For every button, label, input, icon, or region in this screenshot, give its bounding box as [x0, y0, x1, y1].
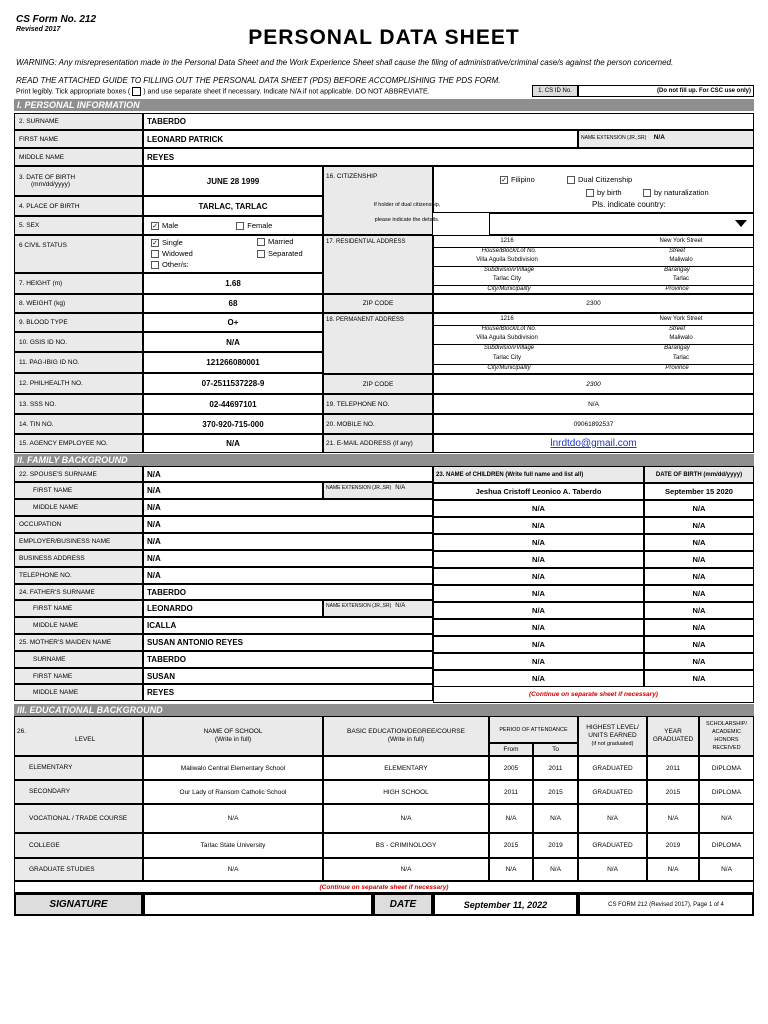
date-label: DATE	[373, 893, 433, 916]
edu-highest-header-text: HIGHEST LEVEL/ UNITS EARNED	[586, 724, 639, 739]
father-first-name-label: FIRST NAME	[14, 600, 143, 617]
res-sub-brgy: Barangay	[664, 267, 690, 273]
perm-barangay: Maliwalo	[669, 335, 693, 341]
edu-school-header-sub: (Write in full)	[214, 736, 252, 743]
perm-house: 1216	[500, 316, 514, 322]
edu-honors[interactable]: N/A	[699, 804, 754, 833]
separated-option	[257, 249, 303, 258]
spouse-telephone-label: TELEPHONE NO.	[14, 567, 143, 584]
child-dob[interactable]: N/A	[644, 585, 754, 602]
father-middle-name-label: MIDDLE NAME	[14, 617, 143, 634]
perm-sub-row-2	[434, 344, 754, 351]
residential-address-field[interactable]	[433, 235, 754, 294]
name-extension-label: NAME EXTENSION (JR.,SR)	[326, 603, 392, 609]
edu-level: COLLEGE	[14, 833, 143, 858]
child-name[interactable]: Jeshua Cristoff Leonico A. Taberdo	[433, 483, 644, 500]
philhealth-field[interactable]: 07-2511537228-9	[143, 373, 323, 394]
male-label: Male	[162, 221, 179, 230]
spouse-middle-name-field[interactable]: N/A	[143, 499, 433, 516]
agency-no-field[interactable]: N/A	[143, 434, 323, 453]
child-dob[interactable]: N/A	[644, 517, 754, 534]
child-dob[interactable]: N/A	[644, 619, 754, 636]
by-naturalization-option	[643, 188, 709, 197]
edu-honors[interactable]: DIPLOMA	[699, 833, 754, 858]
pob-label: 4. PLACE OF BIRTH	[14, 196, 143, 216]
by-birth-option	[586, 188, 622, 197]
married-label: Married	[268, 237, 294, 246]
separated-label: Separated	[268, 249, 303, 258]
dual-note-2: please indicate the details.	[374, 217, 440, 223]
edu-level-header	[14, 716, 143, 756]
perm-sub-house: House/Block/Lot No.	[481, 326, 537, 332]
cs-id-field: (Do not fill up. For CSC use only)	[578, 85, 754, 97]
edu-course[interactable]: BS - CRIMINOLOGY	[323, 833, 489, 858]
dual-option	[567, 175, 632, 184]
dob-label	[14, 166, 143, 196]
sex-label: 5. SEX	[14, 216, 143, 235]
spouse-telephone-field[interactable]: N/A	[143, 567, 433, 584]
res-city: Tarlac City	[492, 276, 521, 282]
sss-label: 13. SSS NO.	[14, 394, 143, 414]
tin-field[interactable]: 370-920-715-000	[143, 414, 323, 434]
edu-course-header	[323, 716, 489, 756]
edu-level: SECONDARY	[14, 780, 143, 804]
edu-honors[interactable]: N/A	[699, 858, 754, 881]
philhealth-label: 12. PHILHEALTH NO.	[14, 373, 143, 394]
res-house: 1216	[500, 238, 514, 244]
res-sub-city: City/Municipality	[487, 286, 531, 292]
spouse-occupation-field[interactable]: N/A	[143, 516, 433, 533]
res-sub-row-1	[434, 247, 754, 254]
res-sub-street: Street	[668, 248, 685, 254]
civil-status-field	[143, 235, 323, 273]
single-label: Single	[162, 238, 183, 247]
name-extension-field[interactable]	[578, 130, 754, 148]
child-dob[interactable]: N/A	[644, 568, 754, 585]
sex-field	[143, 216, 323, 235]
date-field[interactable]: September 11, 2022	[433, 893, 578, 916]
dob-label-text: 3. DATE OF BIRTH	[19, 174, 76, 181]
family-continue-note: (Continue on separate sheet if necessary)	[433, 686, 754, 703]
perm-province: Tarlac	[672, 355, 689, 361]
pagibig-field[interactable]: 121266080001	[143, 352, 323, 373]
edu-year[interactable]: N/A	[647, 804, 699, 833]
res-sub-subd: Subdivision/Village	[483, 267, 535, 273]
res-sub-row-3	[434, 285, 754, 292]
edu-school-header-text: NAME OF SCHOOL	[203, 728, 263, 735]
mobile-field[interactable]: 09061892537	[433, 414, 754, 434]
widowed-option	[151, 249, 193, 258]
cs-id-label: 1. CS ID No.	[532, 85, 578, 97]
filipino-checkbox[interactable]: ✓	[501, 177, 507, 185]
male-checkbox[interactable]: ✓	[152, 222, 158, 230]
children-dob-header: DATE OF BIRTH (mm/dd/yyyy)	[644, 466, 754, 483]
edu-course[interactable]: ELEMENTARY	[323, 756, 489, 780]
chevron-down-icon	[735, 220, 747, 227]
child-dob[interactable]: N/A	[644, 653, 754, 670]
dob-field[interactable]: JUNE 28 1999	[143, 166, 323, 196]
dual-checkbox[interactable]	[567, 176, 575, 184]
single-option	[151, 238, 183, 247]
child-dob[interactable]: N/A	[644, 636, 754, 653]
edu-honors[interactable]: DIPLOMA	[699, 756, 754, 780]
edu-year[interactable]: 2019	[647, 833, 699, 858]
spouse-middle-name-label: MIDDLE NAME	[14, 499, 143, 516]
single-checkbox[interactable]: ✓	[152, 240, 158, 248]
name-extension-value: N/A	[653, 134, 665, 141]
mother-middle-name-field[interactable]: REYES	[143, 684, 433, 701]
edu-highest-header-sub: (if not graduated)	[591, 741, 634, 747]
blood-type-field[interactable]: O+	[143, 313, 323, 332]
perm-sub-brgy: Barangay	[664, 345, 690, 351]
edu-to[interactable]: 2011	[533, 756, 578, 780]
edu-highest[interactable]: GRADUATED	[578, 756, 647, 780]
married-checkbox[interactable]	[257, 238, 265, 246]
mother-first-name-field[interactable]: SUSAN	[143, 668, 433, 684]
edu-from-header: From	[489, 743, 533, 756]
edu-level-header-text: LEVEL	[75, 736, 96, 743]
female-checkbox[interactable]	[236, 222, 244, 230]
edu-honors-header: SCHOLARSHIP/ ACADEMIC HONORS RECEIVED	[699, 716, 754, 756]
edu-from[interactable]: 2015	[489, 833, 533, 858]
name-extension-value: N/A	[395, 485, 406, 491]
spouse-first-name-label: FIRST NAME	[14, 482, 143, 499]
edu-period-header: PERIOD OF ATTENDANCE	[489, 716, 578, 743]
first-name-field[interactable]: LEONARD PATRICK	[143, 130, 578, 148]
child-name[interactable]: N/A	[433, 602, 644, 619]
spouse-business-address-label: BUSINESS ADDRESS	[14, 550, 143, 567]
father-middle-name-field[interactable]: ICALLA	[143, 617, 433, 634]
edu-school[interactable]: Our Lady of Ransom Catholic School	[143, 780, 323, 804]
others-option	[151, 260, 189, 269]
edu-to[interactable]: 2019	[533, 833, 578, 858]
weight-label: 8. WEIGHT (kg)	[14, 294, 143, 313]
perm-sub-prov: Province	[665, 365, 689, 371]
res-zip-field[interactable]: 2300	[433, 294, 754, 313]
mother-maiden-name-field[interactable]: SUSAN ANTONIO REYES	[143, 634, 433, 651]
perm-sub-row-3	[434, 364, 754, 371]
sss-field[interactable]: 02-44697101	[143, 394, 323, 414]
edu-continue-note: (Continue on separate sheet if necessary)	[14, 881, 754, 893]
mother-surname-label: SURNAME	[14, 651, 143, 668]
edu-year[interactable]: N/A	[647, 858, 699, 881]
edu-highest[interactable]: GRADUATED	[578, 780, 647, 804]
edu-course[interactable]: N/A	[323, 858, 489, 881]
res-barangay: Maliwalo	[669, 257, 693, 263]
edu-school[interactable]: Maliwalo Central Elementary School	[143, 756, 323, 780]
tick-sample-checkbox-icon	[132, 87, 141, 96]
spouse-surname-field[interactable]: N/A	[143, 466, 433, 482]
warning-text: WARNING: Any misrepresentation made in the Personal Data Sheet and the Work Experience Sheet shall cause the filing of administrative/criminal case/s against the person concerned.	[16, 58, 674, 67]
edu-highest-header	[578, 716, 647, 756]
middle-name-field[interactable]: REYES	[143, 148, 754, 166]
child-name[interactable]: N/A	[433, 500, 644, 517]
father-name-extension-field[interactable]	[323, 600, 433, 617]
perm-sub-row-1	[434, 325, 754, 332]
married-option	[257, 237, 293, 246]
perm-sub-city: City/Municipality	[487, 365, 531, 371]
citizenship-field	[433, 166, 754, 213]
mobile-label: 20. MOBILE NO.	[323, 414, 433, 434]
res-sub-prov: Province	[665, 286, 689, 292]
page-title: PERSONAL DATA SHEET	[248, 26, 520, 49]
signature-field[interactable]	[143, 893, 373, 916]
email-field[interactable]	[433, 434, 754, 453]
mother-surname-field[interactable]: TABERDO	[143, 651, 433, 668]
gsis-field[interactable]: N/A	[143, 332, 323, 352]
edu-course[interactable]: N/A	[323, 804, 489, 833]
perm-zip-label: ZIP CODE	[323, 374, 433, 394]
others-checkbox[interactable]	[151, 261, 159, 269]
edu-course-header-sub: (Write in full)	[387, 736, 425, 743]
edu-year[interactable]: 2011	[647, 756, 699, 780]
spouse-business-address-field[interactable]: N/A	[143, 550, 433, 567]
instructions-part-b: ) and use separate sheet if necessary. Indicate N/A if not applicable. DO NOT ABBREVIATE.	[143, 88, 430, 96]
child-dob[interactable]: N/A	[644, 602, 754, 619]
name-extension-label: NAME EXTENSION (JR.,SR)	[581, 135, 647, 141]
father-surname-label: 24. FATHER'S SURNAME	[14, 584, 143, 600]
perm-zip-field[interactable]: 2300	[433, 374, 754, 394]
edu-to[interactable]: 2015	[533, 780, 578, 804]
surname-field[interactable]: TABERDO	[143, 113, 754, 130]
surname-label: 2. SURNAME	[14, 113, 143, 130]
edu-school[interactable]: Tarlac State University	[143, 833, 323, 858]
telephone-label: 19. TELEPHONE NO.	[323, 394, 433, 414]
middle-name-label: MIDDLE NAME	[14, 148, 143, 166]
child-name[interactable]: N/A	[433, 551, 644, 568]
dual-label: Dual Citizenship	[578, 175, 633, 184]
name-extension-value: N/A	[395, 603, 406, 609]
edu-honors[interactable]: DIPLOMA	[699, 780, 754, 804]
res-sub-house: House/Block/Lot No.	[481, 248, 537, 254]
dual-note-1: If holder of dual citizenship,	[373, 202, 441, 208]
by-naturalization-label: by naturalization	[654, 188, 709, 197]
child-name[interactable]: N/A	[433, 636, 644, 653]
page-info: CS FORM 212 (Revised 2017), Page 1 of 4	[578, 893, 754, 916]
gsis-label: 10. GSIS ID NO.	[14, 332, 143, 352]
edu-level: VOCATIONAL / TRADE COURSE	[14, 804, 143, 833]
instructions-part-a: Print legibly. Tick appropriate boxes (	[16, 88, 131, 96]
children-header: 23. NAME of CHILDREN (Write full name and list all)	[433, 466, 644, 483]
father-surname-field[interactable]: TABERDO	[143, 584, 433, 600]
edu-school-header	[143, 716, 323, 756]
child-name[interactable]: N/A	[433, 534, 644, 551]
mother-first-name-label: FIRST NAME	[14, 668, 143, 684]
child-name[interactable]: N/A	[433, 653, 644, 670]
separated-checkbox[interactable]	[257, 250, 265, 258]
edu-num: 26.	[17, 728, 27, 735]
dob-format-text: (mm/dd/yyyy)	[31, 181, 70, 188]
citizenship-label-box	[323, 166, 441, 235]
blood-type-label: 9. BLOOD TYPE	[14, 313, 143, 332]
edu-school[interactable]: N/A	[143, 858, 323, 881]
perm-subdivision: Villa Aguila Subdivision	[476, 335, 538, 341]
res-subdivision: Villa Aguila Subdivision	[476, 257, 538, 263]
permanent-address-field[interactable]	[433, 313, 754, 374]
father-first-name-field[interactable]: LEONARDO	[143, 600, 323, 617]
pagibig-label: 11. PAG-IBIG ID NO.	[14, 352, 143, 373]
form-revision: Revised 2017	[16, 26, 61, 33]
edu-to[interactable]: N/A	[533, 804, 578, 833]
widowed-label: Widowed	[162, 249, 193, 258]
mother-middle-name-label: MIDDLE NAME	[14, 684, 143, 701]
spouse-surname-label: 22. SPOUSE'S SURNAME	[14, 466, 143, 482]
spouse-employer-field[interactable]: N/A	[143, 533, 433, 550]
female-label: Female	[247, 221, 273, 230]
child-name[interactable]: N/A	[433, 619, 644, 636]
edu-from[interactable]: N/A	[489, 804, 533, 833]
name-extension-label: NAME EXTENSION (JR.,SR)	[326, 485, 392, 491]
child-name[interactable]: N/A	[433, 585, 644, 602]
child-dob[interactable]: N/A	[644, 500, 754, 517]
signature-label: SIGNATURE	[14, 893, 143, 916]
res-zip-label: ZIP CODE	[323, 294, 433, 313]
res-street: New York Street	[659, 238, 703, 244]
agency-no-label: 15. AGENCY EMPLOYEE NO.	[14, 434, 143, 453]
others-label: Other/s:	[162, 260, 189, 269]
edu-course[interactable]: HIGH SCHOOL	[323, 780, 489, 804]
instructions-text	[16, 87, 430, 96]
perm-street: New York Street	[659, 316, 703, 322]
edu-highest[interactable]: N/A	[578, 858, 647, 881]
child-dob[interactable]: N/A	[644, 534, 754, 551]
res-sub-row-2	[434, 266, 754, 273]
email-link[interactable]: lnrdtdo@gmail.com	[550, 438, 637, 449]
civil-status-label: 6 CIVIL STATUS	[14, 235, 143, 273]
country-prompt: Pls. indicate country:	[592, 200, 666, 209]
citizenship-label: 16. CITIZENSHIP	[326, 173, 378, 180]
by-naturalization-checkbox[interactable]	[643, 189, 651, 197]
child-dob[interactable]: September 15 2020	[644, 483, 754, 500]
perm-sub-subd: Subdivision/Village	[483, 345, 535, 351]
child-name[interactable]: N/A	[433, 568, 644, 585]
perm-sub-street: Street	[668, 326, 685, 332]
spouse-occupation-label: OCCUPATION	[14, 516, 143, 533]
child-dob[interactable]: N/A	[644, 551, 754, 568]
permanent-label: 18. PERMANENT ADDRESS	[323, 313, 433, 374]
spouse-employer-label: EMPLOYER/BUSINESS NAME	[14, 533, 143, 550]
edu-highest[interactable]: GRADUATED	[578, 833, 647, 858]
guide-text: READ THE ATTACHED GUIDE TO FILLING OUT THE PERSONAL DATA SHEET (PDS) BEFORE ACCOMPLISHING THE PDS FORM.	[16, 76, 501, 85]
residential-label: 17. RESIDENTIAL ADDRESS	[323, 235, 433, 294]
telephone-field[interactable]: N/A	[433, 394, 754, 414]
edu-from[interactable]: 2005	[489, 756, 533, 780]
res-province: Tarlac	[672, 276, 689, 282]
edu-to[interactable]: N/A	[533, 858, 578, 881]
edu-level: GRADUATE STUDIES	[14, 858, 143, 881]
country-dropdown[interactable]	[489, 213, 754, 235]
height-label: 7. HEIGHT (m)	[14, 273, 143, 294]
edu-year-header: YEAR GRADUATED	[647, 716, 699, 756]
height-field[interactable]: 1.68	[143, 273, 323, 294]
filipino-option	[500, 175, 535, 184]
by-birth-label: by birth	[597, 188, 622, 197]
form-number: CS Form No. 212	[16, 14, 97, 25]
child-name[interactable]: N/A	[433, 670, 644, 687]
edu-year[interactable]: 2015	[647, 780, 699, 804]
perm-city: Tarlac City	[492, 355, 521, 361]
edu-highest[interactable]: N/A	[578, 804, 647, 833]
section-family-header: II. FAMILY BACKGROUND	[14, 454, 754, 466]
spouse-first-name-field[interactable]: N/A	[143, 482, 323, 499]
child-dob[interactable]: N/A	[644, 670, 754, 687]
spouse-name-extension-field[interactable]	[323, 482, 433, 499]
pob-field[interactable]: TARLAC, TARLAC	[143, 196, 323, 216]
first-name-label: FIRST NAME	[14, 130, 143, 148]
by-birth-checkbox[interactable]	[586, 189, 594, 197]
edu-course-header-text: BASIC EDUCATION/DEGREE/COURSE	[347, 728, 465, 735]
edu-school[interactable]: N/A	[143, 804, 323, 833]
section-personal-header: I. PERSONAL INFORMATION	[14, 99, 754, 111]
section-education-header: III. EDUCATIONAL BACKGROUND	[14, 704, 754, 716]
email-label: 21. E-MAIL ADDRESS (if any)	[323, 434, 433, 453]
edu-from[interactable]: 2011	[489, 780, 533, 804]
tin-label: 14. TIN NO.	[14, 414, 143, 434]
filipino-label: Filipino	[511, 175, 535, 184]
edu-level: ELEMENTARY	[14, 756, 143, 780]
widowed-checkbox[interactable]	[151, 250, 159, 258]
weight-field[interactable]: 68	[143, 294, 323, 313]
child-name[interactable]: N/A	[433, 517, 644, 534]
edu-to-header: To	[533, 743, 578, 756]
edu-from[interactable]: N/A	[489, 858, 533, 881]
mother-maiden-name-label: 25. MOTHER'S MAIDEN NAME	[14, 634, 143, 651]
